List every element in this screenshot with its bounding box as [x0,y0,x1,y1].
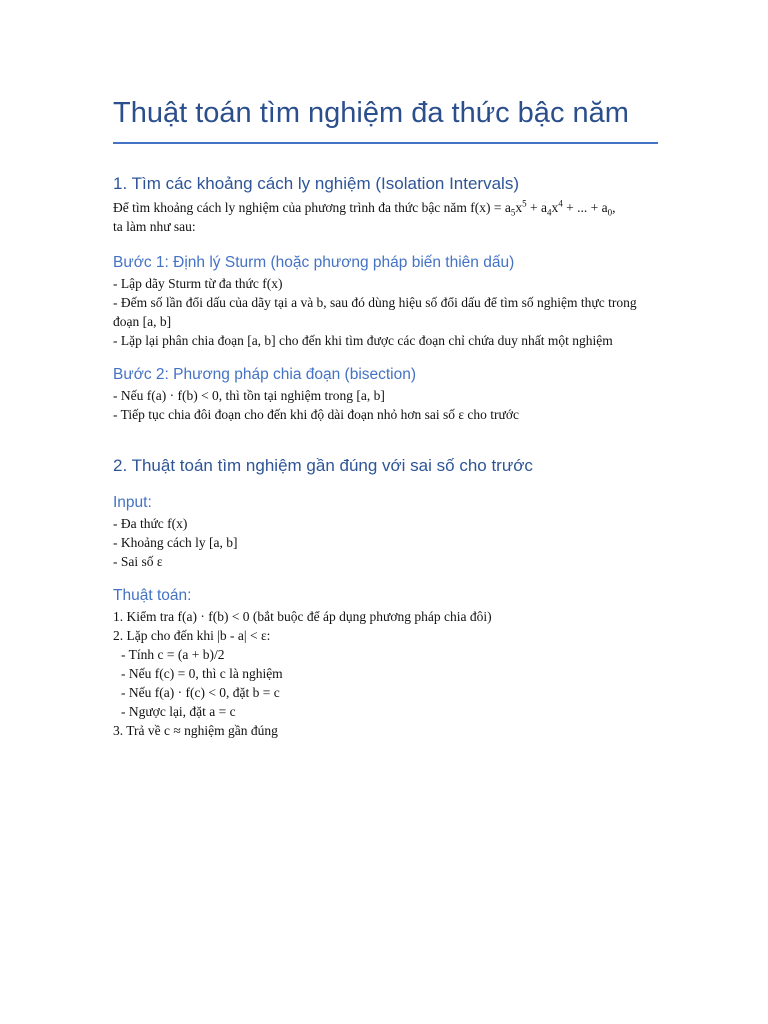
input-item: - Khoảng cách ly [a, b] [113,535,238,550]
algorithm-line: 3. Trả về c ≈ nghiệm gần đúng [113,723,278,738]
algorithm-line: 1. Kiểm tra f(a) · f(b) < 0 (bắt buộc để áp dụng phương pháp chia đôi) [113,609,492,624]
step-1-item: - Lập dãy Sturm từ đa thức f(x) [113,276,283,291]
step-2-heading: Bước 2: Phương pháp chia đoạn (bisection) [113,366,417,383]
document-title: Thuật toán tìm nghiệm đa thức bậc năm [113,92,658,144]
input-item: - Sai số ε [113,554,163,569]
document-page [113,92,658,740]
algorithm-line: - Tính c = (a + b)/2 [121,647,225,662]
algorithm-line: - Nếu f(a) · f(c) < 0, đặt b = c [121,685,280,700]
section-1-intro: Để tìm khoảng cách ly nghiệm của phương trình đa thức bậc năm $f(x) = a_5x^5 + a_4x^4$ + ... + $a_0$, ta làm như sau: [113,198,616,234]
section-1-heading: 1. Tìm các khoảng cách ly nghiệm (Isolation Intervals) [113,174,519,193]
algorithm-line: - Nếu f(c) = 0, thì c là nghiệm [121,666,283,681]
input-item: - Đa thức f(x) [113,516,188,531]
step-1-item: - Lặp lại phân chia đoạn [a, b] cho đến khi tìm được các đoạn chỉ chứa duy nhất một nghiệm [113,333,613,348]
algorithm-line: - Ngược lại, đặt a = c [121,704,236,719]
algorithm-heading: Thuật toán: [113,587,192,604]
algorithm-line: 2. Lặp cho đến khi |b - a| < ε: [113,628,271,643]
input-heading: Input: [113,494,152,511]
step-1-heading: Bước 1: Định lý Sturm (hoặc phương pháp biến thiên dấu) [113,254,515,271]
step-2-item: - Tiếp tục chia đôi đoạn cho đến khi độ dài đoạn nhỏ hơn sai số ε cho trước [113,407,519,422]
step-1-item: - Đếm số lần đổi dấu của dãy tại a và b, sau đó dùng hiệu số đổi dấu để tìm số nghiệm thực trong đoạn [a, b] [113,295,637,329]
section-2-heading: 2. Thuật toán tìm nghiệm gần đúng với sai số cho trước [113,456,533,475]
step-2-item: - Nếu f(a) · f(b) < 0, thì tồn tại nghiệm trong [a, b] [113,388,385,403]
